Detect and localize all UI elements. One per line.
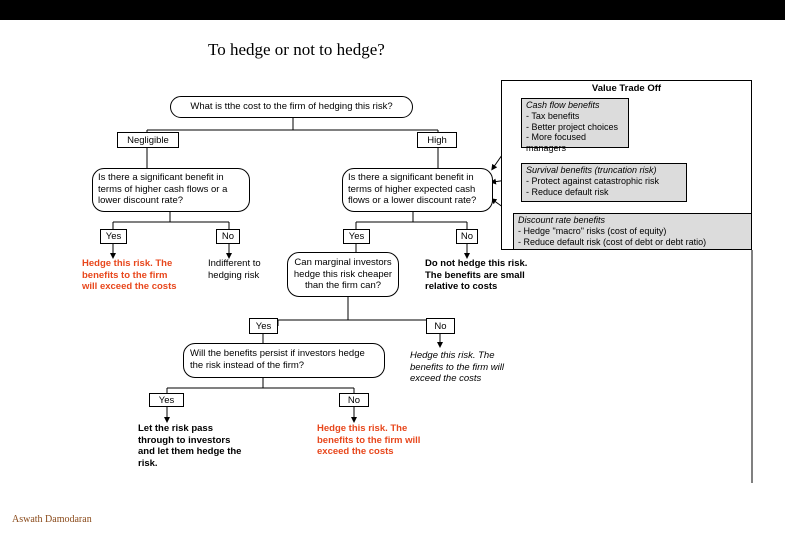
survival-item: - Reduce default risk	[526, 186, 609, 197]
marginal-no-label: No	[426, 318, 455, 334]
slide-title: To hedge or not to hedge?	[208, 40, 385, 59]
high-label: High	[417, 132, 457, 148]
discount-item: - Hedge "macro" risks (cost of equity)	[518, 225, 667, 236]
cash-flow-item: - Better project choices	[526, 121, 619, 132]
right-yes-label: Yes	[343, 229, 370, 244]
right-no-outcome: Do not hedge this risk. The benefits are small relative to costs	[425, 258, 528, 292]
persist-yes-label: Yes	[149, 393, 184, 407]
left-yes-outcome: Hedge this risk. The benefits to the firm will exceed the costs	[82, 258, 177, 292]
marginal-investor-question: Can marginal investors hedge this risk cheaper than the firm can?	[287, 252, 399, 297]
benefits-persist-question: Will the benefits persist if investors hedge the risk instead of the firm?	[183, 343, 385, 378]
persist-yes-outcome: Let the risk pass through to investors and let them hedge the risk.	[138, 423, 242, 469]
marginal-no-outcome: Hedge this risk. The benefits to the firm will exceed the costs	[410, 350, 504, 384]
persist-no-label: No	[339, 393, 369, 407]
survival-heading: Survival benefits (truncation risk)	[526, 165, 657, 175]
left-benefit-question: Is there a significant benefit in terms of higher cash flows or a lower discount rate?	[92, 168, 250, 212]
root-question: What is tthe cost to the firm of hedging this risk?	[170, 96, 413, 118]
right-no-label: No	[456, 229, 478, 244]
left-yes-label: Yes	[100, 229, 127, 244]
cash-flow-heading: Cash flow benefits	[526, 100, 600, 110]
left-no-label: No	[216, 229, 240, 244]
discount-item: - Reduce default risk (cost of debt or debt ratio)	[518, 236, 707, 247]
marginal-yes-label: Yes	[249, 318, 278, 334]
negligible-label: Negligible	[117, 132, 179, 148]
cash-flow-item: - More focused managers	[526, 132, 587, 154]
right-benefit-question: Is there a significant benefit in terms of higher expected cash flows or a lower discount rate?	[342, 168, 493, 212]
cash-flow-item: - Tax benefits	[526, 110, 580, 121]
value-trade-off-title: Value Trade Off	[591, 83, 662, 94]
survival-item: - Protect against catastrophic risk	[526, 175, 660, 186]
persist-no-outcome: Hedge this risk. The benefits to the firm will exceed the costs	[317, 423, 421, 457]
footer-author: Aswath Damodaran	[12, 514, 92, 525]
discount-heading: Discount rate benefits	[518, 215, 606, 225]
left-no-outcome: Indifferent to hedging risk	[208, 258, 261, 281]
